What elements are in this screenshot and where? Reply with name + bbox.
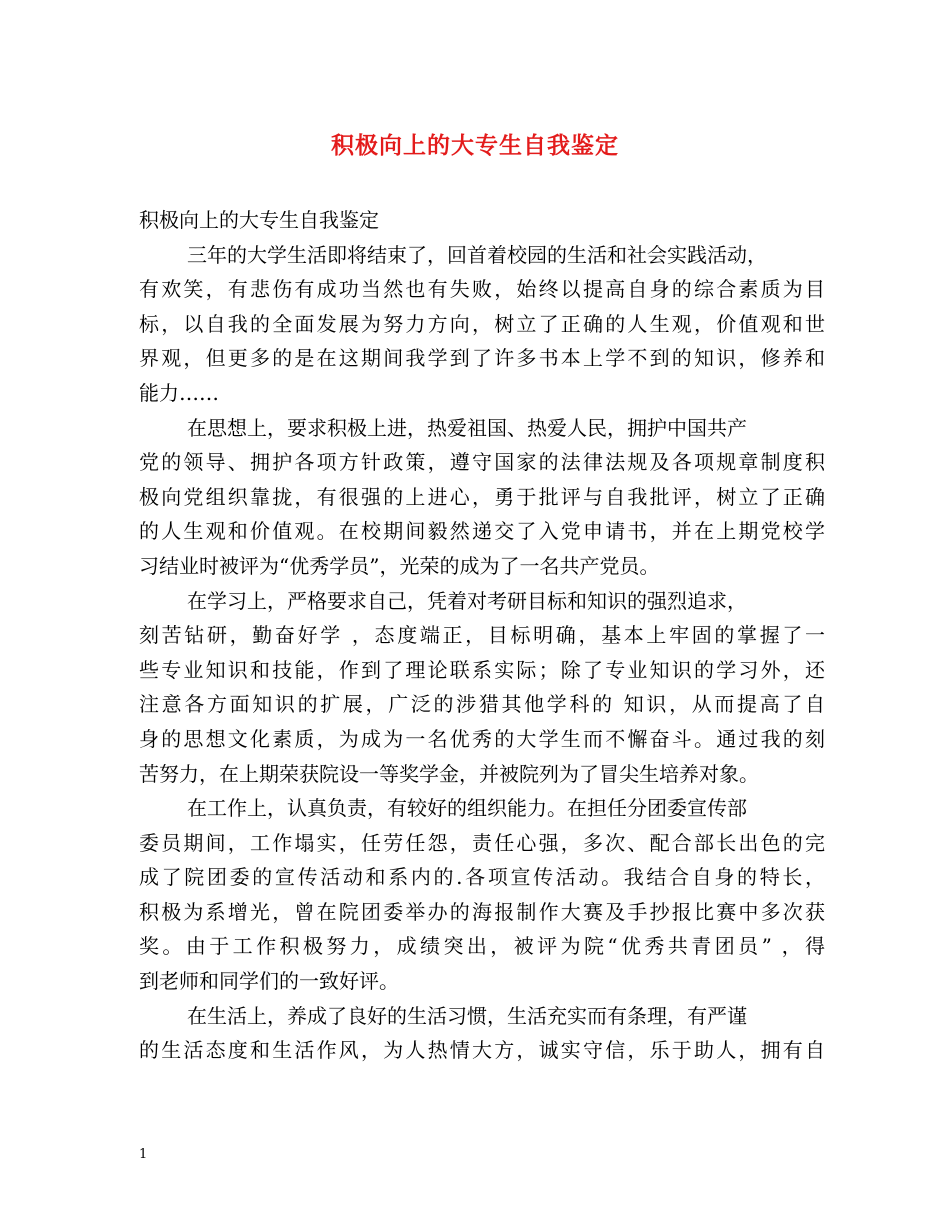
text-line: 的人生观和价值观。在校期间毅然递交了入党申请书，并在上期党校学 (139, 519, 825, 544)
text-line: 委员期间，工作塌实，任劳任怨，责任心强，多次、配合部长出色的完 (139, 830, 825, 855)
text-line: 党的领导、拥护各项方针政策，遵守国家的法律法规及各项规章制度积 (139, 450, 825, 475)
text-line: 的生活态度和生活作风，为人热情大方，诚实守信，乐于助人，拥有自 (139, 1038, 825, 1063)
document-title: 积极向上的大专生自我鉴定 (331, 132, 619, 159)
text-line: 三年的大学生活即将结束了，回首着校园的生活和社会实践活动， (187, 242, 767, 267)
text-line: 在思想上，要求积极上进，热爱祖国、热爱人民，拥护中国共产 (187, 415, 747, 440)
text-line: 积极为系增光，曾在院团委举办的海报制作大赛及手抄报比赛中多次获 (139, 899, 825, 924)
document-subtitle: 积极向上的大专生自我鉴定 (139, 208, 379, 232)
text-line: 身的思想文化素质，为成为一名优秀的大学生而不懈奋斗。通过我的刻 (139, 726, 825, 751)
text-line: 标，以自我的全面发展为努力方向，树立了正确的人生观，价值观和世 (139, 311, 825, 336)
text-line: 极向党组织靠拢，有很强的上进心，勇于批评与自我批评，树立了正确 (139, 484, 825, 509)
text-line: 奖。由于工作积极努力，成绩突出，被评为院“优秀共青团员” ，得 (139, 934, 825, 959)
text-line: 界观，但更多的是在这期间我学到了许多书本上学不到的知识，修养和 (139, 346, 825, 371)
text-line: 在生活上，养成了良好的生活习惯，生活充实而有条理，有严谨 (187, 1003, 747, 1028)
text-line: 注意各方面知识的扩展，广泛的涉猎其他学科的 知识，从而提高了自 (139, 692, 825, 717)
text-line: 成了院团委的宣传活动和系内的.各项宣传活动。我结合自身的特长， (139, 865, 825, 890)
text-line: 在工作上，认真负责，有较好的组织能力。在担任分团委宣传部 (187, 796, 747, 821)
text-line: 些专业知识和技能，作到了理论联系实际；除了专业知识的学习外，还 (139, 657, 825, 682)
text-line: 刻苦钻研，勤奋好学 ，态度端正，目标明确，基本上牢固的掌握了一 (139, 623, 825, 648)
document-body (139, 203, 825, 1068)
page-number: 1 (139, 1147, 148, 1162)
text-line: 苦努力，在上期荣获院设一等奖学金，并被院列为了冒尖生培养对象。 (139, 761, 759, 786)
text-line: 在学习上，严格要求自己，凭着对考研目标和知识的强烈追求， (187, 588, 747, 613)
text-line: 习结业时被评为“优秀学员”，光荣的成为了一名共产党员。 (139, 553, 660, 578)
text-line: 能力…… (139, 380, 219, 405)
text-line: 有欢笑，有悲伤有成功当然也有失败，始终以提高自身的综合素质为目 (139, 277, 825, 302)
text-line: 到老师和同学们的一致好评。 (139, 969, 399, 994)
